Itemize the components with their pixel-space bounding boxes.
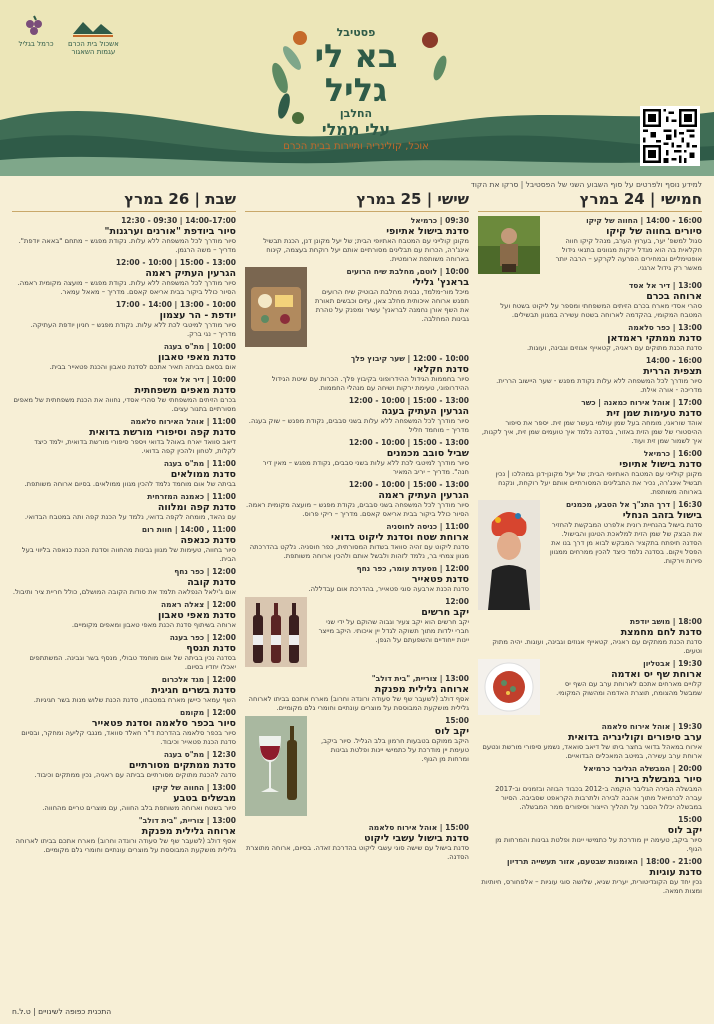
event-time: 13:00 | צוריית, "בית דולב" <box>138 816 236 825</box>
day-column-friday <box>245 190 469 865</box>
event-item <box>245 522 469 561</box>
event-item <box>245 564 469 594</box>
event-item <box>245 716 469 820</box>
event-item <box>478 815 702 854</box>
event-time: 12:00 | כפר בענה <box>169 633 236 642</box>
event-item <box>12 417 236 456</box>
event-description: סדנת הכנת ממתקים עם ראניה, קטאייף אגוזים וגבינה, ועוגות. יהיה מתוק וטעים. <box>492 638 702 655</box>
footer-credit: התכנית כפופה לשינויים | ט.ל.ח <box>12 1007 112 1016</box>
event-item <box>12 708 236 747</box>
event-text <box>245 564 469 594</box>
event-text <box>12 567 236 597</box>
qr-code-icon <box>643 109 697 163</box>
event-description: סיור מודרך לכל המשפחה ללא עלות. נקודת מפגש – מתחם "באאה יודפת". מדריך – משה הרגמן. <box>18 237 236 254</box>
event-title: סדנת פטאייר <box>411 574 469 585</box>
event-time: 10:00 - 12:00 | שער קיבוץ פלך <box>350 354 469 363</box>
event-time: 13:00 - 15:00 | 10:00 - 12:00 <box>348 396 469 405</box>
event-title: הגרעין העתיק בעגה <box>381 406 469 417</box>
event-time: 19:30 | אוהל אירוח סלאמה <box>601 722 702 731</box>
event-time: 10:00 | לוטם, מחלבת שיח הרועים <box>346 267 469 276</box>
festival-title <box>256 26 456 152</box>
event-item <box>12 675 236 705</box>
event-title: סדנת כנאפה <box>180 535 236 546</box>
council-logo-icon <box>71 14 115 40</box>
event-title: תצפית הררית <box>643 366 702 377</box>
event-text <box>478 857 702 896</box>
event-item <box>478 323 702 353</box>
grape-logo-icon <box>14 14 58 40</box>
event-description: סיור מודרך לכל המשפחה ללא עלות בשני סבבים, נקודת מפגש – שוק בעגה. מדריך – מוחמד חליל <box>248 417 469 434</box>
event-time: 13:00 - 15:00 | 10:00 - 12:00 <box>348 438 469 447</box>
event-time: 17:00 | אוהל אירוח כמאנה | כשר <box>581 398 702 407</box>
event-text <box>478 449 702 497</box>
event-title: יקב לוס <box>667 825 702 836</box>
event-item <box>245 674 469 713</box>
event-text <box>12 633 236 672</box>
event-time: 13:00 | צוריית, "בית דולב" <box>371 674 469 683</box>
event-title: יקב חרשים <box>421 607 469 618</box>
event-title: ארוחה גלילית מפנקת <box>141 826 236 837</box>
event-time: 10:00 | דיר אל אסד <box>162 375 236 384</box>
event-text <box>12 708 236 747</box>
event-title: ארוחה גלילית מפנקת <box>374 684 469 695</box>
event-text <box>12 216 236 255</box>
event-item <box>478 449 702 497</box>
event-title: סדנת מאפי טאבון <box>158 610 236 621</box>
event-description: סיור בחממות הגידול ההידרופוני בקיבוץ פלך. הכרות עם שיטת הגידול ההידרופוני, טעימת ירקות ושיחה עם מנהלי החממות. <box>271 375 469 392</box>
event-time: 16:00 - 14:00 | החווה של קיקו <box>586 216 702 225</box>
event-time: 11:00 , 14:00 | חוות רום <box>141 525 236 534</box>
event-time: 11:00 | כאמנה המזרחית <box>147 492 236 501</box>
event-text <box>545 500 702 566</box>
event-title: סיור ביודפת "אורנים וערגנות" <box>104 226 236 237</box>
partner-logos <box>14 14 119 56</box>
event-item <box>12 567 236 597</box>
event-description: סדנת הכנת ארבעה סוגי פטאייר, בהדרכת אום עבדללה. <box>308 585 469 593</box>
event-text <box>12 258 236 297</box>
event-title: ארוחה בכרם <box>646 291 702 302</box>
event-description: ארוחה בשיתוף סדנת הכנת מאפי טאבון ומאפים מקומיים. <box>71 621 236 629</box>
event-description: אסף דולב (לשעבר שף של סעודה ורונדה וחרוב) מארח אתכם בביתו לארוחה גלילית מושקעת המבוססת על מוצרים עונתיים וחומרי גלם מקומיים. <box>248 695 469 712</box>
day-column-saturday <box>12 190 236 858</box>
event-description: סיור בשטח וארוחה משותפת בלב החווה, עם מוצרים טריים מהחווה. <box>42 804 236 812</box>
event-text <box>245 396 469 435</box>
event-description: סדנת בישול עם שישה סוגי עשבי ליקוט בהדרכת זאדה. בסיום, ארוחה מתוצרת הסדנה. <box>246 844 469 861</box>
event-item <box>12 300 236 339</box>
festival-title-line4: עלי ממלי <box>321 120 391 139</box>
event-description: היקב ממוקם בטבעות חרמון בלב הגליל. סיור ביקב, טעימת יין מודרכת על כתמישי יינות ופלטת גבינות ומרחות מן הגוף. <box>320 737 469 763</box>
logo-regional-council <box>68 14 119 56</box>
event-title: מבשלים בטבע <box>173 793 236 804</box>
event-text <box>245 354 469 393</box>
woman-scarf-photo <box>478 500 540 614</box>
event-text <box>12 492 236 522</box>
event-title: סדנת בשרים חגיגית <box>151 685 236 696</box>
event-title: הגרעין העתיק ראמה <box>378 490 469 501</box>
event-description: סהרי אסדי מארח בכרם הזיתים המשפחתי ומספר על ליקוט בשטח ועל המטבח המקומי, בהקדמה לארוחה בשטח עשירה במגוון תבשילים. <box>500 302 702 319</box>
day-column-thursday <box>478 190 702 899</box>
event-description: סדנת הכנת מתוקים עם ראניה, קטאייף אגוזים וגבינה, ועוגות. <box>527 344 702 352</box>
event-description: סדנת בישול בהנחיית רונית אלפרט המבקשת להחזיר את הבצק של שמן הזית למלאכת הטיגון והבישול. הסדנה תיפתח בתקציר המבקש לבוא מן דרך בנו את הפסל ויקום. בסדנה נלמד כיצד להכין ממרחים ממגוון פירות וירקות. <box>549 521 702 565</box>
event-description: סגול למשפ' יער, בערוץ הערב, מנהל קיקו חווה חקלאית בה הוא מגדל ירקות מגוונים בתנאי גידול אופטימליים ובמחירים הפרעה לקרקע – הרבה יותר מאשר רק גידול ארגני. <box>555 237 702 272</box>
event-title: ארוחת שטח וסדנת ליקוט בדואי <box>330 532 469 543</box>
salad-plate-photo <box>478 659 540 719</box>
event-item <box>478 722 702 761</box>
event-item <box>12 216 236 255</box>
event-description: סיור מודרך למיטבי לכת ללא עלות בשני סבבים, נקודת מפגש – מאין דיר חנה". מדריך – יריב המאיר <box>262 459 469 476</box>
event-item <box>478 659 702 719</box>
event-item <box>12 492 236 522</box>
event-item <box>12 375 236 414</box>
event-text <box>245 823 469 862</box>
event-time: 11:00 | כניסה לחוסניה <box>386 522 469 531</box>
event-item <box>245 438 469 477</box>
event-title: סדנת עוגיות <box>649 867 702 878</box>
event-text <box>478 764 702 812</box>
event-title: סדנת ממתקי ראמדאן <box>607 333 702 344</box>
event-text <box>478 617 702 656</box>
event-text <box>12 750 236 780</box>
event-time: 21:00 - 18:00 | האומנות שבטעם, אזור תעשייה תרדיון <box>507 857 702 866</box>
event-time: 09:30 | כרמיאל <box>410 216 469 225</box>
logo-erech-caption: כרמל בגליל <box>18 40 54 48</box>
event-text <box>245 674 469 713</box>
event-text <box>478 815 702 854</box>
event-item <box>12 633 236 672</box>
event-description: יקב חרשים הוא יקב צעיר וגבוה שהוקם על ידי שני חברי ילדות מתוך תשוקה לגדל יין איכותי. היקב מייצר יינות ייחודיים והשפעתם על הגפן. <box>318 618 469 644</box>
event-title: סדנת קובה <box>187 577 236 588</box>
festival-title-line3: החלבן <box>339 107 373 120</box>
event-title: הגרעין העתיק ראמה <box>145 268 236 279</box>
event-description: סיור ביקב, טעימה יין מודרכת על כתמישי יינות ופלטת גבינות והמרחות מן הגוף. <box>495 836 702 853</box>
event-item <box>245 597 469 671</box>
event-time: 13:00 | דיר אל אסד <box>628 281 702 290</box>
event-time: 16:00 | כרמיאל <box>643 449 702 458</box>
event-item <box>12 342 236 372</box>
event-text <box>12 675 236 705</box>
event-time: 13:00 | כפר סלאמה <box>628 323 702 332</box>
event-description: אסף דולב (לשעבר שף של סעודה ורונדה וחרוב) מארח אתכם בביתו לארוחה גלילית מושקעת המבוססת על מוצרים עונתיים וחומרי גלם מקומיים. <box>15 837 236 854</box>
event-text <box>245 216 469 264</box>
event-time: 15:00 <box>445 716 469 725</box>
event-time: 10:00 - 13:00 | 14:00 - 17:00 <box>115 300 236 309</box>
event-description: המבשלה הבירה הגליבר הוקמה ב-2012 בכבוד הבוזה ובזמנים וב-2017 עברה לכרמיאל מתוך אהבה לבירה ולתרבות הקראפט שסביבה. הסיור במבשלה יכלול הסבר על תהליך הייצור וסיפורים ממר המבשלה. <box>495 785 702 811</box>
event-item <box>478 500 702 614</box>
event-time: 16:30 | דרך התנ"ך אל הטבע, מכמנים <box>565 500 702 509</box>
event-text <box>478 323 702 353</box>
event-title: סדנת ממתקים מסורתיים <box>128 760 236 771</box>
festival-title-line2: גליל <box>324 71 388 109</box>
event-title: סדנת מאפי טאבון <box>158 352 236 363</box>
event-item <box>12 525 236 564</box>
event-title: סדנת מאפים משפחתית <box>134 385 236 396</box>
day-heading: חמישי | 24 במרץ <box>478 190 702 212</box>
event-title: סדנת ממולאים <box>170 469 236 480</box>
event-item <box>478 857 702 896</box>
event-item <box>12 600 236 630</box>
event-time: 20:00 | המבשלה הגליבר כרמיאל <box>583 764 702 773</box>
event-title: סדנת בישול אתיופי <box>386 226 469 237</box>
event-item <box>12 783 236 813</box>
event-item <box>245 354 469 393</box>
festival-small-label: פסטיבל <box>336 26 376 39</box>
event-description: סדנת ליקוט עם זהיה סוואד בשדות המסורתית, כפר חוסניה. נלקט בהדרכתה מגוון צמחי בר, נלמד לזהות ולבשל אותם ולהכין ארוחה משותפת. <box>249 543 469 560</box>
event-description: בביתה של אום מוחמד נלמד להכין מגוון ממולאים. בסיום ארוחה משותפת. <box>24 480 236 488</box>
event-time: 11:00 | מת"ס בעגה <box>163 459 236 468</box>
event-text <box>478 281 702 320</box>
event-description: סיור בחווה, טעימות של מגוון גבינות מהחווה וסדנת הכנת כנאפה בליווי בעל הבית. <box>21 546 236 563</box>
event-description: עם נהאד, מומחה לקפה בדואי, נלמד על הכנת קפה ותה במטבח הבדואי. <box>24 513 236 521</box>
event-title: סיורים בחווה של קיקו <box>606 226 702 237</box>
event-item <box>245 823 469 862</box>
event-title: סדנת בישול עשבי ליקוט <box>364 833 469 844</box>
event-description: השף עמאר כיישן מארח במטבחו, סדנת הכנת שלוש מנות בשר חגיגיות. <box>33 696 236 704</box>
event-time: 12:30 | מת"ס בעגה <box>163 750 236 759</box>
event-time: 10:00 | מת"ס בעגה <box>163 342 236 351</box>
event-item <box>478 216 702 278</box>
event-item <box>12 816 236 855</box>
event-description: סיור מודרך לכל המשפחה בשני סבבים, נקודת מפגש – מועצה מקומית ראמה. הסיור כולל ביקור בבית אריאס קאסם. מדריך – ריקי פרוס. <box>246 501 469 518</box>
event-time: 13:00 - 15:00 | 10:00 - 12:00 <box>115 258 236 267</box>
event-description: סיור מודרך למיטבי לכת ללא עלות. נקודת מפגש – חניון יודפת העתיקה. מדריך – נגי ברק. <box>30 321 236 338</box>
event-item <box>478 617 702 656</box>
event-text <box>12 417 236 456</box>
event-text <box>12 525 236 564</box>
day-heading: שישי | 25 במרץ <box>245 190 469 212</box>
top-note: למידע נוסף ולפרטים על סוף השבוע השני של הפסטיבל | סרקו את הקוד <box>470 180 702 189</box>
event-title: סדנת חקלאי <box>413 364 469 375</box>
event-description: דיאב סוואד יארח באוהל בדואי ויספר סיפורי מורשת בדואית, ילמד כיצד לקלות, לטחון ולהכין קפה בדואי. <box>34 438 236 455</box>
event-text <box>245 480 469 519</box>
event-title: סדנת תנסף <box>186 643 236 654</box>
wine-glass-photo <box>245 716 307 820</box>
event-text <box>478 356 702 395</box>
event-item <box>478 764 702 812</box>
event-time: 19:30 | אבטליון <box>643 659 702 668</box>
wine-bottles-photo <box>245 597 307 671</box>
event-title: סדנת טעימות שמן זית <box>606 408 702 419</box>
event-text <box>245 438 469 477</box>
event-time: 16:00 - 14:00 <box>645 356 702 365</box>
event-item <box>245 396 469 435</box>
event-title: סדנת לחם מחמצת <box>620 627 702 638</box>
event-title: סדנת קפה ומלווה <box>157 502 236 513</box>
event-text <box>312 716 469 764</box>
event-text <box>12 300 236 339</box>
event-time: 14:00-17:00 | 09:30 - 12:30 <box>121 216 236 225</box>
logo-erech-kerem <box>14 14 58 48</box>
event-item <box>478 356 702 395</box>
event-item <box>245 216 469 264</box>
logo-council-caption: אשכול בית הכרם עגמות השאגור <box>68 40 119 56</box>
event-time: 12:00 <box>445 597 469 606</box>
event-title: בישול בזהב הנחלי <box>622 510 702 521</box>
event-text <box>545 659 702 698</box>
event-text <box>312 597 469 645</box>
event-description: סיור מודרך לכל המשפחה ללא עלות. נקודת מפגש – מועצה מקומית ראמה. הסיור כולל ביקור בבית אריאס קאסם. מדריך – מאאל עמאר. <box>17 279 236 296</box>
event-text <box>12 375 236 414</box>
event-title: בראנץ' גלילי <box>412 277 469 288</box>
event-description: מיכל מור-מלמד, נבנית מחלבת הבוטיק שיח הרועים תפגש ארוחה איכותית מחלב צאן, עזים וכבשים תאורת את השף אורן נחמנה לבראנץ' עשיר ומפנק על טהרת גבינות המחלבה. <box>315 288 469 323</box>
event-time: 13:00 | החווה של קיקו <box>152 783 236 792</box>
event-text <box>12 783 236 813</box>
event-item <box>12 258 236 297</box>
event-description: נכין יחד עם הקונדיטורית, יערית שגיא, שלושה סוגי עוגיות – אלפחורס, חיותיות ומצות חמאה. <box>481 878 702 895</box>
event-text <box>12 459 236 489</box>
event-text <box>312 267 469 324</box>
event-description: אירוח במאהל בדואי בחצר ביתו של דיאב סואאד, נשמע סיפורי מורשת ונטעם ארוחת ערב עשירה, במיטב המאכלים הבדואיים. <box>482 743 702 760</box>
event-time: 15:00 | אוהל אירוח סלאמה <box>368 823 469 832</box>
event-text <box>12 816 236 855</box>
event-description: בסדנה נכין בביתה של אום מוחמד טבולי, מנסף בשר וגבינה. המשתתפים יאכלו יחדיו בסיום. <box>29 654 236 671</box>
event-description: קלויים מארחים אתכם לארוחת ערב עם השף יס שמבשל מהצומח, תוצרת האדמה ומהשוק המקומי. <box>556 680 702 697</box>
event-time: 15:00 <box>678 815 702 824</box>
event-title: יודפת - הר עצמון <box>159 310 236 321</box>
event-title: שביל סובב מכמנים <box>386 448 469 459</box>
event-text <box>545 216 702 273</box>
day-heading: שבת | 26 במרץ <box>12 190 236 212</box>
event-text <box>478 722 702 761</box>
festival-header <box>0 0 714 176</box>
event-description: מקונן קולייני עם המטבח האתיופי הבית; של יעל מקונן-דנן במהלכו | נכין תבשיל אינג'רה, נכיר את התבלינים המסורתיים אותם יעל רוקחת, ונקנח בארוחה משותפת. <box>495 470 702 496</box>
event-title: סיור במבשלת בירות <box>615 774 702 785</box>
event-description: סיור מודרך לכל המשפחה ללא עלות נקודת מפגש - שער היישוב הררית. מדריכה - אורה אילת. <box>496 377 702 394</box>
festival-subtitle: אוכל, קולינריה ותיירות בבית הכרם <box>283 141 429 152</box>
event-description: סדנה להכנת מתוקים מסורתיים בביתה עם ראניה, נכין ממתקים וכיבוד. <box>34 771 236 779</box>
event-time: 12:00 | כפר נחף <box>174 567 236 576</box>
event-time: 18:00 | מושב יודפת <box>630 617 702 626</box>
qr-code[interactable] <box>640 106 700 166</box>
event-time: 12:00 | מסעדת עומר, כפר נחף <box>356 564 469 573</box>
event-time: 13:00 - 15:00 | 10:00 - 12:00 <box>348 480 469 489</box>
event-text <box>12 600 236 630</box>
event-description: אוהד שוראני, מומחה בעל שמן עולמי בעשר שמן זית. יספר את סיפור ההיסטורי של שמן הזית באזור, בסדנה נלמד איך טועמים שמן זית, איך לקנות, איך לשמור שמן זית ועוד. <box>481 419 702 445</box>
event-time: 12:00 | מקומם <box>179 708 236 717</box>
event-description: אום בסאם בביתה תאיר אתכם לסדנת טאבון והכנת פטאייר בבית. <box>49 363 236 371</box>
event-title: סיור בכפר סלאמה וסדנת פטאייר <box>91 718 236 729</box>
event-text <box>245 522 469 561</box>
cheese-board-photo <box>245 267 307 351</box>
event-time: 12:00 | מגד אלכרום <box>161 675 236 684</box>
event-time: 12:00 | צאלה ראמה <box>160 600 236 609</box>
event-item <box>245 267 469 351</box>
event-title: ערב סיפורים וקולינריה בדואית <box>568 732 702 743</box>
event-text <box>12 342 236 372</box>
event-item <box>12 750 236 780</box>
event-description: מקונן קולייני עם המטבח האתיופי הבית; של יעל מקונן דנן, הכנת תבשיל אינג'רה, הכרות עם תבלינים מסורתיים אותם יעל רוקחת בעצמה, קינוח בארוחה משותפת ארומטית. <box>263 237 469 263</box>
event-title: ארוחת שף יס ואדמה <box>611 669 702 680</box>
event-description: אום ג'ילאל הנפלאה תלמד את סודות הקובה המושלם, כולל חריית ציר ותיבול. <box>12 588 236 596</box>
event-item <box>478 398 702 446</box>
event-title: יקב לוס <box>434 726 469 737</box>
event-time: 11:00 | אוהל האירוח סלאמה <box>130 417 236 426</box>
event-title: סדנת קפה וסיפורי מורשת בדואית <box>89 427 236 438</box>
event-description: סיור בכפר סלאמה בהדרכת ד"ר חאלד סוואד, מנגבי קליעה ומחקר, ובסיום סדנת הכנת פטאייר וכיבוד. <box>21 729 236 746</box>
event-item <box>245 480 469 519</box>
festival-title-line1: בא לי <box>314 37 398 75</box>
event-description: בכרם הזיתים המשפחתי של סהרי אסדי, נחווה את הכנת משפחתית של מאפים מסורתיים בתנור עצים. <box>13 396 236 413</box>
man-farm-photo <box>478 216 540 278</box>
event-item <box>478 281 702 320</box>
event-title: סדנת בישול אתיופי <box>619 459 702 470</box>
event-item <box>12 459 236 489</box>
event-text <box>478 398 702 446</box>
